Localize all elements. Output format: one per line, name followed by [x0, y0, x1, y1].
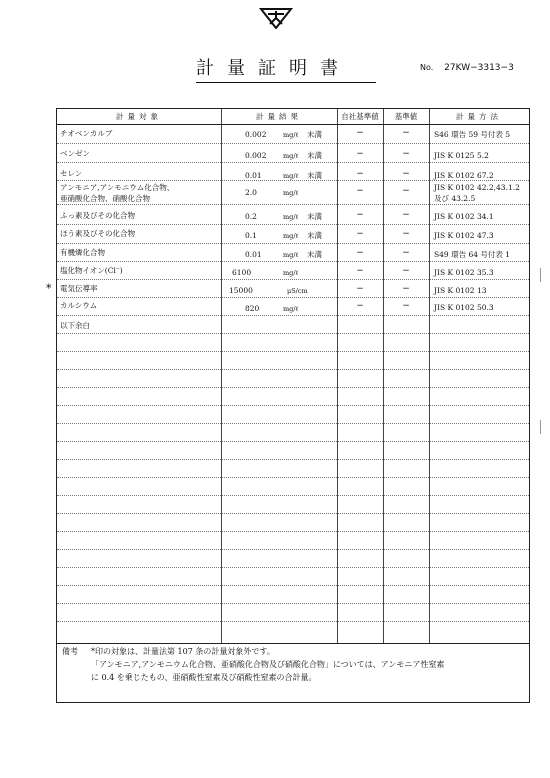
standard-value: −	[402, 186, 410, 196]
result-unit: mg/ℓ	[283, 251, 299, 259]
own-standard-value: −	[356, 248, 364, 258]
standard-value: −	[402, 266, 410, 276]
table-row-line	[57, 224, 529, 225]
result-unit: mg/ℓ	[283, 269, 299, 277]
header-standard: 基準値	[394, 112, 418, 121]
method-text: JIS K 0102 42.2,43.1.2	[434, 183, 520, 192]
certificate-number	[420, 63, 514, 73]
result-value: 0.01	[245, 250, 262, 259]
result-unit: mg/ℓ	[283, 172, 299, 180]
scan-mark	[540, 268, 541, 282]
scan-mark	[540, 420, 541, 434]
number-label: No.	[420, 63, 434, 72]
own-standard-value: −	[356, 186, 364, 196]
result-value: 6100	[232, 268, 252, 277]
column-divider	[221, 109, 222, 643]
table-row-line	[57, 387, 529, 388]
item-name: カルシウム	[60, 301, 98, 310]
table-row-line	[57, 243, 529, 244]
table-row-line	[57, 441, 529, 442]
item-name: セレン	[60, 169, 83, 178]
result-value: 2.0	[245, 188, 257, 197]
table-row-line	[57, 261, 529, 262]
own-standard-value: −	[356, 301, 364, 311]
result-value: 15000	[229, 286, 253, 295]
item-name: ふっ素及びその化合物	[60, 211, 135, 220]
table-row-line	[57, 423, 529, 424]
item-name: アンモニア,アンモニウム化合物、	[60, 183, 175, 192]
own-standard-value: −	[356, 149, 364, 159]
result-qualifier: 未満	[307, 130, 322, 139]
document-title: 計量証明書	[196, 58, 376, 83]
item-name-line2: 亜硝酸化合物、硝酸化合物	[60, 194, 150, 203]
method-text: JIS K 0102 13	[434, 286, 487, 295]
standard-value: −	[402, 301, 410, 311]
own-standard-value: −	[356, 229, 364, 239]
method-text: JIS K 0102 35.3	[434, 268, 494, 277]
header-method: 計量方法	[456, 112, 502, 121]
method-text: JIS K 0102 50.3	[434, 303, 494, 312]
own-standard-value: −	[356, 128, 364, 138]
method-text: S49 環告 64 号付表 1	[434, 250, 511, 259]
result-unit: mg/ℓ	[283, 189, 299, 197]
item-name: 塩化物イオン(Cl⁻)	[60, 266, 123, 275]
item-name: ベンゼン	[60, 149, 90, 158]
table-row-line	[57, 603, 529, 604]
result-value: 0.002	[245, 151, 267, 160]
header-item: 計量対象	[116, 112, 162, 121]
standard-value: −	[402, 128, 410, 138]
table-row-line	[57, 204, 529, 205]
method-text: S46 環告 59 号付表 5	[434, 130, 511, 139]
table-row-line	[57, 531, 529, 532]
notes-line-1: *印の対象は、計量法第 107 条の計量対象外です。	[91, 647, 275, 656]
table-row-line	[57, 495, 529, 496]
result-unit: mg/ℓ	[283, 232, 299, 240]
method-text: JIS K 0102 67.2	[434, 171, 494, 180]
result-value: 0.01	[245, 171, 262, 180]
measurement-table	[56, 108, 530, 644]
table-row-line	[57, 333, 529, 334]
standard-value: −	[402, 210, 410, 220]
own-standard-value: −	[356, 210, 364, 220]
result-value: 820	[245, 304, 260, 313]
table-row-line	[57, 549, 529, 550]
table-row-line	[57, 351, 529, 352]
notes-label: 備考	[62, 647, 78, 656]
notes-box	[56, 642, 530, 703]
method-text: JIS K 0102 34.1	[434, 212, 494, 221]
table-row-line	[57, 459, 529, 460]
result-qualifier: 未満	[307, 171, 322, 180]
column-divider	[429, 109, 430, 643]
result-unit: mg/ℓ	[283, 305, 299, 313]
standard-value: −	[402, 149, 410, 159]
result-value: 0.002	[245, 130, 267, 139]
table-row-line	[57, 567, 529, 568]
header-divider	[57, 124, 529, 125]
notes-line-2: 「アンモニア,アンモニウム化合物、亜硝酸化合物及び硝酸化合物」については、アンモニア性窒素	[91, 660, 445, 669]
table-row-line	[57, 621, 529, 622]
result-unit: mg/ℓ	[283, 131, 299, 139]
method-text: JIS K 0125 5.2	[434, 151, 489, 160]
table-row-line	[57, 585, 529, 586]
not-certified-mark: *	[46, 282, 52, 295]
table-row-line	[57, 143, 529, 144]
own-standard-value: −	[356, 266, 364, 276]
table-row-line	[57, 162, 529, 163]
method-text-line2: 及び 43.2.5	[434, 194, 476, 203]
number-value: 27KW−3313−3	[444, 63, 514, 73]
own-standard-value: −	[356, 169, 364, 179]
method-text: JIS K 0102 47.3	[434, 231, 494, 240]
header-result: 計量結果	[256, 112, 302, 121]
table-row-line	[57, 279, 529, 280]
result-unit: μS/cm	[287, 287, 308, 295]
result-unit: mg/ℓ	[283, 213, 299, 221]
result-qualifier: 未満	[307, 231, 322, 240]
standard-value: −	[402, 169, 410, 179]
item-name: チオベンカルブ	[60, 129, 113, 138]
table-row-line	[57, 477, 529, 478]
table-row-line	[57, 315, 529, 316]
notes-line-3: に 0.4 を乗じたもの、亜硝酸性窒素及び硝酸性窒素の合計量。	[91, 673, 317, 682]
result-value: 0.1	[245, 231, 257, 240]
item-name: 有機燐化合物	[60, 248, 105, 257]
item-name: 電気伝導率	[60, 284, 98, 293]
header-own-standard: 自社基準値	[341, 112, 379, 121]
item-name: ほう素及びその化合物	[60, 229, 135, 238]
table-row-line	[57, 513, 529, 514]
remaining-blank-label: 以下余白	[60, 321, 90, 330]
standard-value: −	[402, 248, 410, 258]
company-logo-icon	[259, 7, 293, 29]
table-row-line	[57, 369, 529, 370]
table-row-line	[57, 405, 529, 406]
result-qualifier: 未満	[307, 151, 322, 160]
standard-value: −	[402, 284, 410, 294]
result-unit: mg/ℓ	[283, 152, 299, 160]
result-qualifier: 未満	[307, 250, 322, 259]
table-row-line	[57, 297, 529, 298]
standard-value: −	[402, 229, 410, 239]
result-value: 0.2	[245, 212, 257, 221]
own-standard-value: −	[356, 284, 364, 294]
result-qualifier: 未満	[307, 212, 322, 221]
